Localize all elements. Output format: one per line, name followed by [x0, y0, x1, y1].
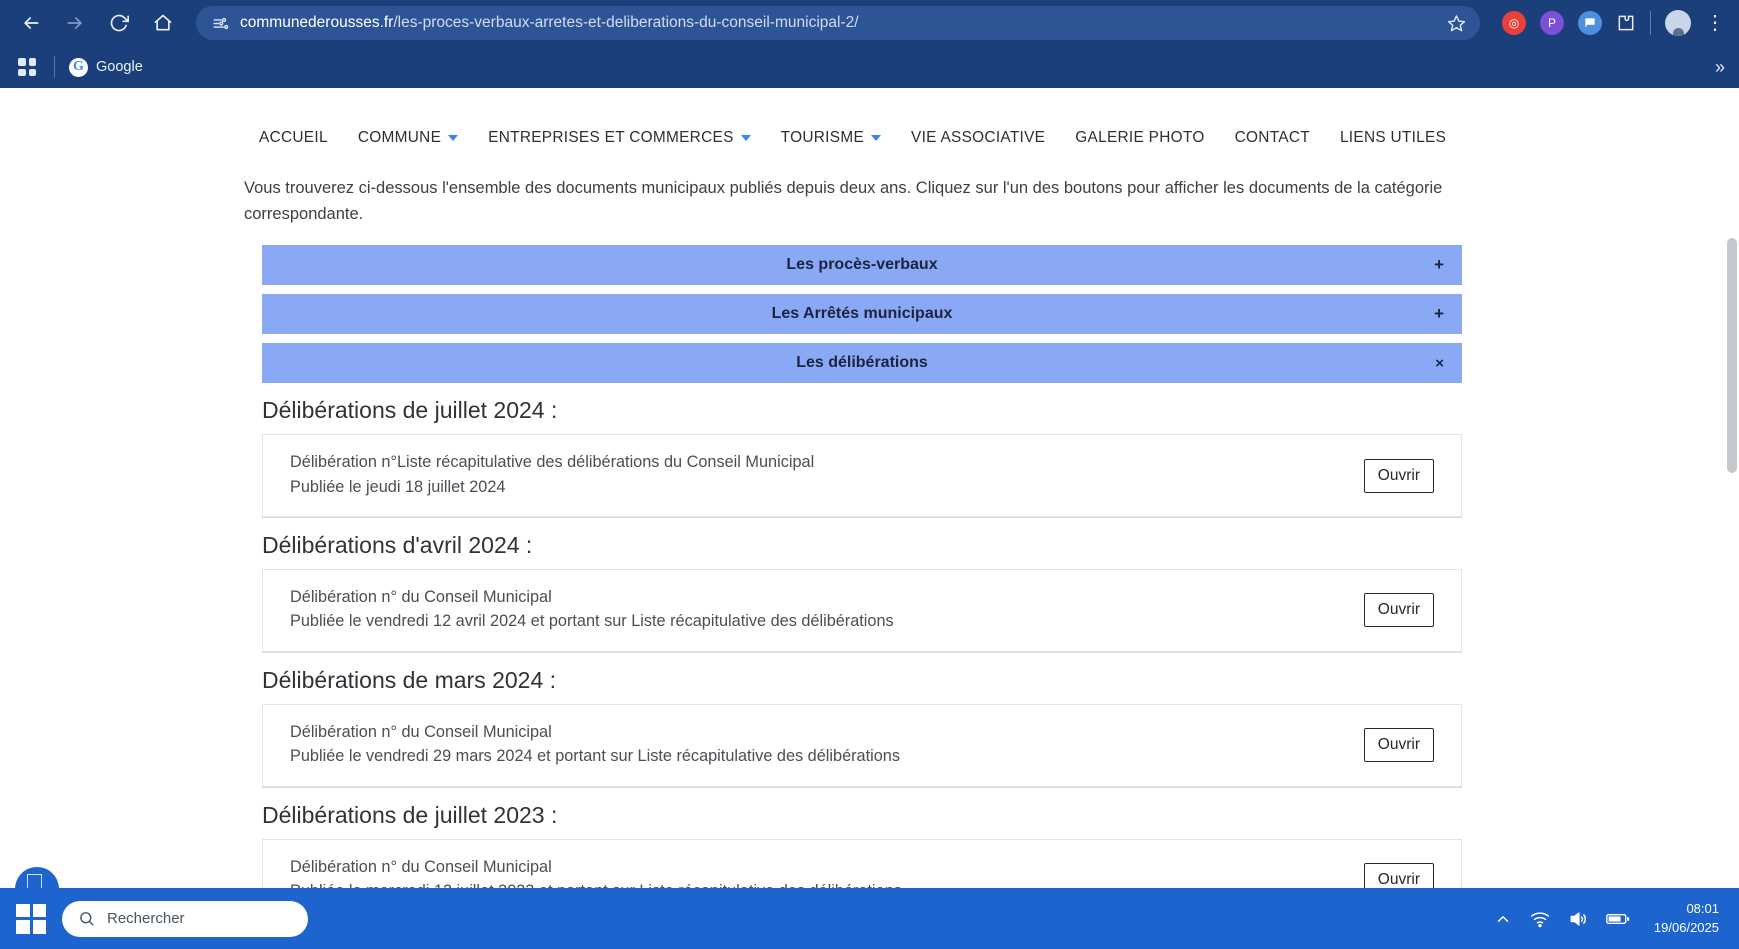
chevron-down-icon — [871, 135, 881, 141]
section-divider — [262, 652, 1462, 653]
system-tray — [1494, 900, 1723, 938]
taskbar-clock[interactable] — [1654, 900, 1719, 938]
browser-chrome — [0, 0, 1739, 88]
document-date: Publiée le jeudi 18 juillet 2024 — [290, 477, 506, 496]
nav-label: GALERIE PHOTO — [1075, 129, 1205, 146]
profile-avatar[interactable] — [1665, 10, 1691, 36]
page-scrollbar[interactable] — [1724, 88, 1739, 949]
windows-taskbar — [0, 888, 1739, 949]
nav-item-tourisme[interactable] — [766, 129, 896, 147]
apps-grid-icon[interactable] — [14, 54, 40, 80]
bookmarks-overflow-icon[interactable]: » — [1714, 56, 1725, 77]
plus-icon: + — [1434, 255, 1444, 275]
chevron-down-icon — [741, 135, 751, 141]
bookmark-star-icon[interactable] — [1447, 14, 1466, 33]
document-title: Délibération n° du Conseil Municipal — [290, 588, 552, 606]
wifi-icon[interactable] — [1530, 909, 1550, 929]
forward-icon[interactable] — [58, 6, 92, 40]
home-icon[interactable] — [146, 6, 180, 40]
volume-icon[interactable] — [1568, 909, 1588, 929]
intro-paragraph: Vous trouverez ci-dessous l'ensemble des documents municipaux publiés depuis deux ans. Cliquez sur l'un des boutons pour afficher les documents de la catégorie correspondante. — [244, 179, 1443, 223]
document-info — [290, 720, 900, 769]
nav-label: LIENS UTILES — [1339, 129, 1447, 146]
section-title-avril-2024: Délibérations d'avril 2024 : — [262, 532, 533, 558]
section-title-mars-2024: Délibérations de mars 2024 : — [262, 666, 557, 693]
open-document-button[interactable]: Ouvrir — [1364, 728, 1434, 762]
address-bar[interactable] — [196, 6, 1480, 40]
cookie-icon — [27, 874, 42, 889]
extension-record-icon[interactable]: ◎ — [1502, 11, 1526, 35]
accordion-proces-verbaux[interactable] — [262, 245, 1462, 285]
browser-toolbar — [0, 0, 1739, 46]
taskbar-search[interactable] — [62, 901, 308, 937]
nav-label: ACCUEIL — [259, 129, 328, 146]
accordion-label: Les délibérations — [796, 354, 928, 372]
nav-label: TOURISME — [780, 129, 865, 146]
accordion-label: Les Arrêtés municipaux — [771, 305, 953, 323]
back-icon[interactable] — [14, 6, 48, 40]
plus-icon: + — [1434, 304, 1444, 324]
section-divider — [262, 787, 1462, 788]
document-title: Délibération n° du Conseil Municipal — [290, 722, 552, 741]
accordion-arretes-municipaux[interactable] — [262, 294, 1462, 334]
document-row — [262, 569, 1462, 652]
nav-label: VIE ASSOCIATIVE — [911, 129, 1046, 146]
accordion-label: Les procès-verbaux — [786, 256, 938, 274]
clock-time: 08:01 — [1686, 900, 1719, 916]
nav-item-contact[interactable] — [1220, 129, 1325, 147]
bookmark-google[interactable] — [69, 58, 143, 77]
url-text — [240, 14, 859, 32]
bookmark-divider — [54, 56, 55, 78]
nav-item-galerie-photo[interactable] — [1060, 129, 1219, 147]
section-title-juillet-2024: Délibérations de juillet 2024 : — [262, 397, 558, 424]
section-title-juillet-2023: Délibérations de juillet 2023 : — [262, 801, 558, 828]
clock-date: 19/06/2025 — [1653, 919, 1719, 935]
accordion-deliberations[interactable] — [262, 343, 1462, 383]
website-content — [0, 88, 1739, 922]
document-row — [262, 704, 1462, 787]
battery-icon[interactable] — [1606, 911, 1630, 927]
open-document-button[interactable]: Ouvrir — [1364, 459, 1434, 493]
extensions-puzzle-icon[interactable] — [1616, 13, 1636, 33]
nav-label: CONTACT — [1234, 129, 1310, 146]
scrollbar-thumb[interactable] — [1727, 238, 1737, 473]
open-document-button[interactable]: Ouvrir — [1364, 863, 1434, 897]
search-placeholder: Rechercher — [107, 910, 185, 927]
extension-icons — [1496, 10, 1725, 36]
nav-label: COMMUNE — [357, 129, 442, 146]
google-icon: G — [69, 58, 88, 77]
open-document-button[interactable]: Ouvrir — [1364, 593, 1434, 627]
nav-item-accueil[interactable] — [244, 129, 343, 147]
document-title: Délibération n°Liste récapitulative des délibérations du Conseil Municipal — [290, 453, 815, 472]
reload-icon[interactable] — [102, 6, 136, 40]
toolbar-divider — [1650, 11, 1651, 35]
document-info — [290, 450, 814, 499]
nav-item-commune[interactable] — [343, 129, 473, 147]
bookmarks-bar — [0, 46, 1739, 88]
nav-item-vie-associative[interactable] — [896, 129, 1060, 147]
site-settings-icon[interactable] — [210, 13, 230, 33]
accordion-group — [262, 245, 1462, 383]
search-icon — [78, 910, 95, 927]
chrome-menu-icon[interactable]: ⋮ — [1705, 12, 1725, 34]
close-icon: × — [1435, 354, 1444, 372]
tray-expand-icon[interactable] — [1494, 910, 1512, 928]
document-date: Publiée le vendredi 12 avril 2024 et portant sur Liste récapitulative des délibérations — [290, 612, 894, 631]
document-info — [290, 585, 894, 634]
start-button-icon[interactable] — [16, 904, 46, 934]
document-date: Publiée le vendredi 29 mars 2024 et portant sur Liste récapitulative des délibérations — [290, 747, 901, 766]
page-viewport — [0, 88, 1739, 949]
document-row — [262, 434, 1462, 517]
section-divider — [262, 517, 1462, 518]
site-navigation — [0, 110, 1739, 166]
bookmark-google-label: Google — [96, 59, 143, 75]
nav-item-liens-utiles[interactable] — [1325, 129, 1461, 147]
nav-label: ENTREPRISES ET COMMERCES — [488, 129, 734, 146]
url-host: communederousses.fr — [240, 14, 394, 31]
extension-chat-icon[interactable] — [1578, 11, 1602, 35]
url-path: /les-proces-verbaux-arretes-et-deliberations-du-conseil-municipal-2/ — [393, 14, 859, 31]
document-title: Délibération n° du Conseil Municipal — [290, 857, 552, 876]
chevron-down-icon — [448, 135, 458, 141]
nav-item-entreprises-et-commerces[interactable] — [473, 129, 766, 147]
extension-p-icon[interactable]: P — [1540, 11, 1564, 35]
